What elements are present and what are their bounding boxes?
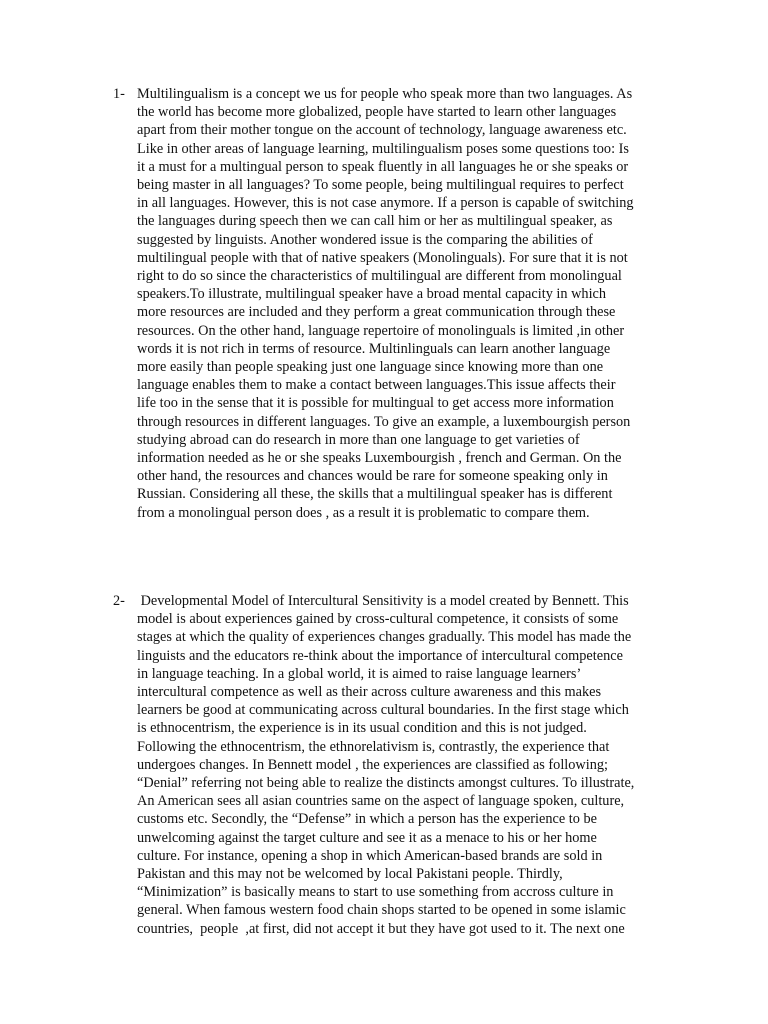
text-line: general. When famous western food chain shops started to be opened in some islamic bbox=[137, 902, 626, 919]
text-line: right to do so since the characteristics of multilingual are different from monolingual bbox=[137, 268, 622, 285]
text-line: apart from their mother tongue on the account of technology, language awareness etc. bbox=[137, 122, 627, 139]
text-line: learners be good at communicating across cultural boundaries. In the first stage which bbox=[137, 702, 629, 719]
text-line: unwelcoming against the target culture and see it as a menace to his or her home bbox=[137, 829, 597, 846]
item-number: 2- bbox=[113, 593, 125, 609]
paragraph-body bbox=[137, 85, 673, 522]
text-line: stages at which the quality of experiences changes gradually. This model has made the bbox=[137, 629, 632, 646]
text-line: “Denial” referring not being able to realize the distincts amongst cultures. To illustrate, bbox=[137, 775, 635, 792]
text-line: model is about experiences gained by cross-cultural competence, it consists of some bbox=[137, 611, 619, 628]
text-line: information needed as he or she speaks Luxembourgish , french and German. On the bbox=[137, 450, 622, 467]
text-line: culture. For instance, opening a shop in which American-based brands are sold in bbox=[137, 847, 603, 864]
text-line: countries, people ,at first, did not accept it but they have got used to it. The next one bbox=[137, 920, 625, 937]
text-line: Pakistan and this may not be welcomed by local Pakistani people. Thirdly, bbox=[137, 866, 563, 883]
text-line: in language teaching. In a global world, it is aimed to raise language learners’ bbox=[137, 665, 582, 682]
text-line: is ethnocentrism, the experience is in its usual condition and this is not judged. bbox=[137, 720, 587, 737]
text-line: being master in all languages? To some people, being multilingual requires to perfect bbox=[137, 177, 624, 194]
text-line: speakers.To illustrate, multilingual speaker have a broad mental capacity in which bbox=[137, 286, 607, 303]
text-line: Multilingualism is a concept we us for people who speak more than two languages. As bbox=[137, 86, 633, 102]
text-line: through resources in different languages. To give an example, a luxembourgish person bbox=[137, 413, 631, 430]
text-line: more resources are included and they perform a great communication through these bbox=[137, 304, 616, 321]
text-line: language enables them to make a contact between languages.This issue affects their bbox=[137, 377, 616, 394]
text-line: more easily than people speaking just one language since knowing more than one bbox=[137, 359, 604, 376]
numbered-paragraph-1 bbox=[113, 85, 673, 522]
text-line: Russian. Considering all these, the skills that a multilingual speaker has is different bbox=[137, 486, 613, 503]
text-line: the world has become more globalized, people have started to learn other languages bbox=[137, 104, 617, 121]
text-line: words it is not rich in terms of resource. Multinlinguals can learn another language bbox=[137, 340, 611, 357]
text-line: customs etc. Secondly, the “Defense” in which a person has the experience to be bbox=[137, 811, 597, 828]
text-line: undergoes changes. In Bennett model , the experiences are classified as following; bbox=[137, 756, 608, 773]
text-line: studying abroad can do research in more than one language to get varieties of bbox=[137, 431, 580, 448]
text-line: Developmental Model of Intercultural Sensitivity is a model created by Bennett. This bbox=[137, 593, 629, 609]
text-line: multilingual people with that of native speakers (Monolinguals). For sure that it is not bbox=[137, 249, 628, 266]
item-number: 1- bbox=[113, 86, 125, 102]
text-line: other hand, the resources and chances would be rare for someone speaking only in bbox=[137, 468, 608, 485]
numbered-paragraph-2 bbox=[113, 592, 673, 938]
text-line: linguists and the educators re-think about the importance of intercultural competence bbox=[137, 647, 623, 664]
text-line: suggested by linguists. Another wondered issue is the comparing the abilities of bbox=[137, 231, 593, 248]
text-line: intercultural competence as well as their across culture awareness and this makes bbox=[137, 684, 602, 701]
text-line: it a must for a multingual person to speak fluently in all languages he or she speaks or bbox=[137, 158, 629, 175]
text-line: Following the ethnocentrism, the ethnorelativism is, contrastly, the experience that bbox=[137, 738, 610, 755]
text-line: the languages during speech then we can call him or her as multilingual speaker, as bbox=[137, 213, 613, 230]
text-line: from a monolingual person does , as a result it is problematic to compare them. bbox=[137, 504, 590, 521]
paragraph-body bbox=[137, 592, 673, 938]
text-line: life too in the sense that it is possible for multingual to get access more information bbox=[137, 395, 614, 412]
text-line: Like in other areas of language learning, multilingualism poses some questions too: Is bbox=[137, 140, 629, 157]
text-line: in all languages. However, this is not case anymore. If a person is capable of switching bbox=[137, 195, 634, 212]
text-line: “Minimization” is basically means to start to use something from accross culture in bbox=[137, 884, 614, 901]
text-line: An American sees all asian countries same on the aspect of language spoken, culture, bbox=[137, 793, 625, 810]
text-line: resources. On the other hand, language repertoire of monolinguals is limited ,in other bbox=[137, 322, 625, 339]
